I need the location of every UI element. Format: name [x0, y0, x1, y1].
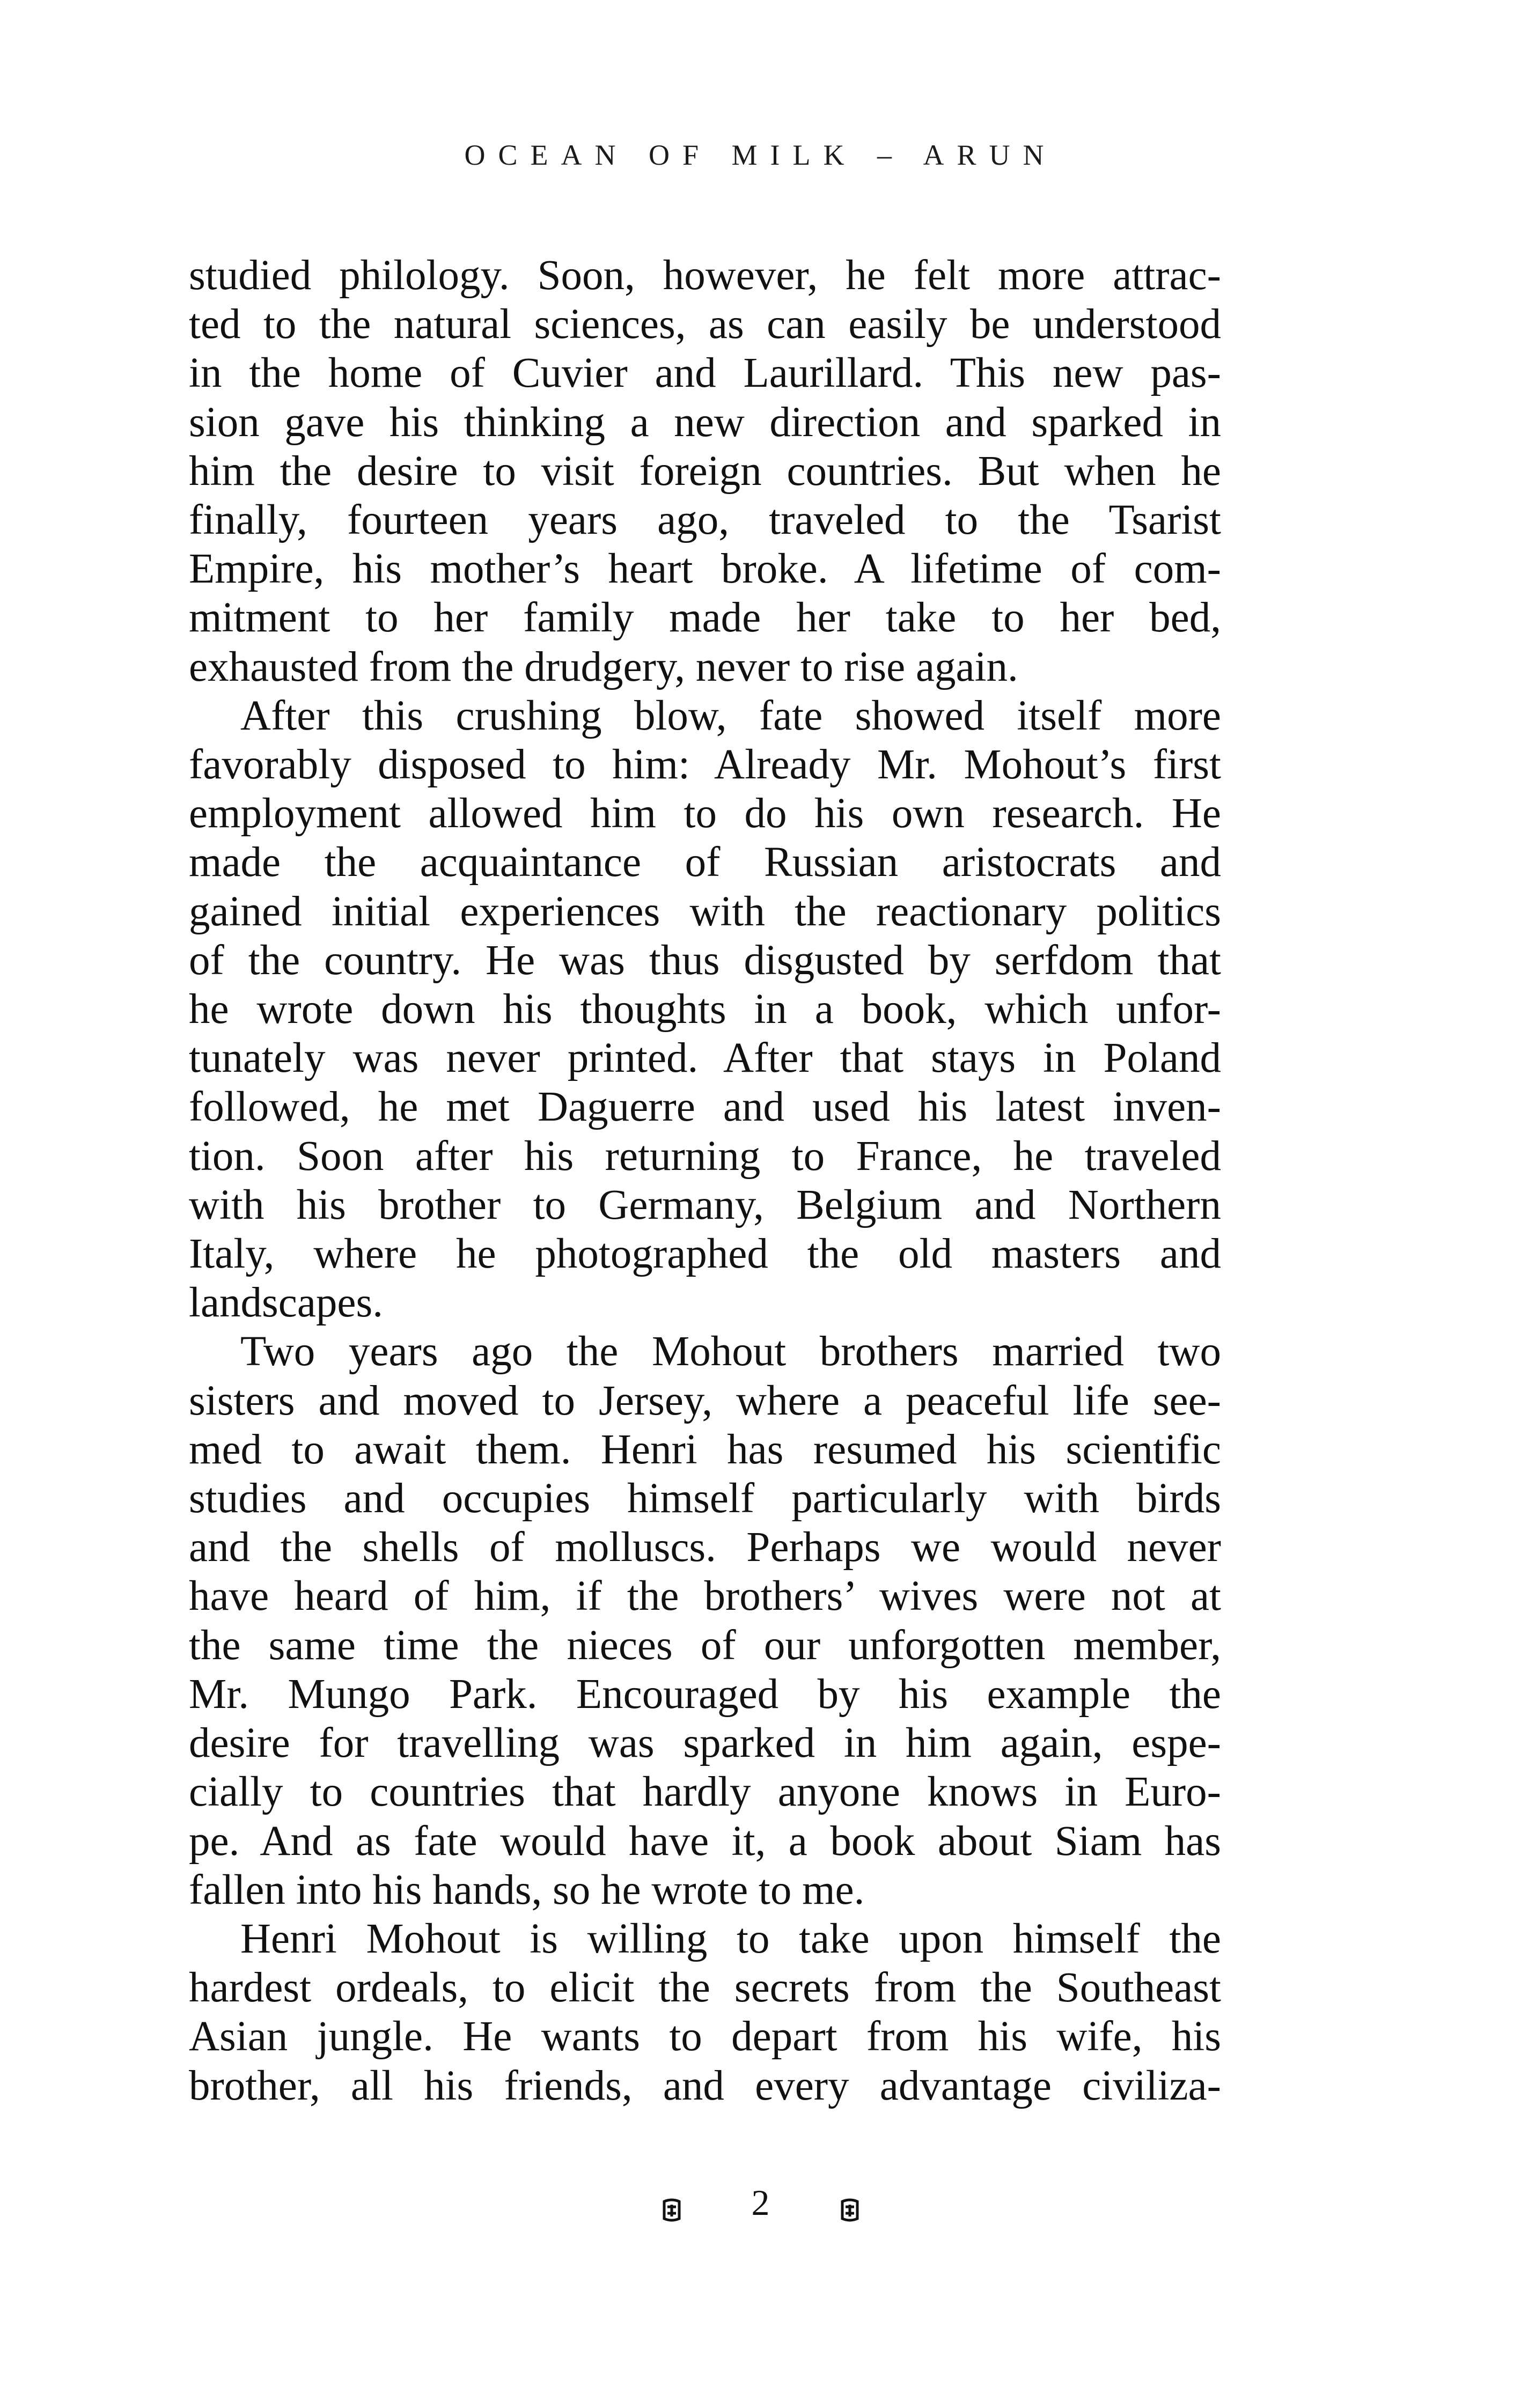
text-line: fallen into his hands, so he wrote to me.	[189, 1866, 865, 1913]
text-line: hardest ordeals, to elicit the secrets from the Southeast	[189, 1964, 1221, 2012]
text-line: studied philology. Soon, however, he felt more attrac-	[189, 252, 1221, 299]
folio	[0, 2178, 1521, 2224]
text-line: employment allowed him to do his own research. He	[189, 790, 1221, 837]
text-line: sion gave his thinking a new direction and sparked in	[189, 399, 1221, 446]
text-line: finally, fourteen years ago, traveled to the Tsarist	[189, 497, 1221, 544]
text-line: exhausted from the drudgery, never to rise again.	[189, 643, 1018, 690]
text-line: ted to the natural sciences, as can easily be understood	[189, 301, 1221, 348]
text-line: and the shells of molluscs. Perhaps we would never	[189, 1524, 1221, 1571]
text-line: of the country. He was thus disgusted by serfdom that	[189, 937, 1221, 984]
text-line: Henri Mohout is willing to take upon himself the	[240, 1915, 1221, 1962]
text-line: he wrote down his thoughts in a book, which unfor-	[189, 986, 1221, 1033]
text-line: him the desire to visit foreign countries. But when he	[189, 447, 1221, 495]
page-number: 2	[751, 2182, 770, 2223]
text-line: mitment to her family made her take to her bed,	[189, 594, 1221, 642]
text-line: After this crushing blow, fate showed itself more	[240, 692, 1221, 739]
text-line: in the home of Cuvier and Laurillard. This new pas-	[189, 350, 1221, 397]
paragraph-2	[189, 691, 1221, 1328]
text-line: have heard of him, if the brothers’ wives were not at	[189, 1573, 1221, 1620]
text-line: followed, he met Daguerre and used his latest inven-	[189, 1084, 1221, 1131]
text-line: favorably disposed to him: Already Mr. Mohout’s first	[189, 741, 1221, 789]
text-line: with his brother to Germany, Belgium and Northern	[189, 1181, 1221, 1228]
running-head: OCEAN OF MILK – ARUN	[464, 139, 1057, 171]
text-line: Italy, where he photographed the old masters and	[189, 1231, 1221, 1278]
text-line: cially to countries that hardly anyone knows in Euro-	[189, 1769, 1221, 1816]
text-line: Two years ago the Mohout brothers married two	[240, 1328, 1221, 1375]
text-line: the same time the nieces of our unforgotten member,	[189, 1622, 1221, 1669]
paragraph-3	[189, 1327, 1221, 1914]
text-line: sisters and moved to Jersey, where a peaceful life see-	[189, 1377, 1221, 1424]
ornament-right-icon	[839, 2190, 861, 2215]
paragraph-4	[189, 1914, 1221, 2110]
text-line: Mr. Mungo Park. Encouraged by his example the	[189, 1670, 1221, 1718]
text-line: tion. Soon after his returning to France, he traveled	[189, 1132, 1221, 1180]
text-line: landscapes.	[189, 1279, 383, 1327]
text-line: Asian jungle. He wants to depart from his wife, his	[189, 2013, 1221, 2060]
ornament-left-icon	[661, 2190, 682, 2215]
text-line: tunately was never printed. After that stays in Poland	[189, 1035, 1221, 1082]
text-line: studies and occupies himself particularly with birds	[189, 1475, 1221, 1522]
text-line: med to await them. Henri has resumed his scientific	[189, 1426, 1221, 1473]
text-line: pe. And as fate would have it, a book about Siam has	[189, 1817, 1221, 1865]
text-line: Empire, his mother’s heart broke. A lifetime of com-	[189, 546, 1221, 593]
text-line: gained initial experiences with the reactionary politics	[189, 888, 1221, 935]
text-line: desire for travelling was sparked in him again, espe-	[189, 1720, 1221, 1767]
body-text	[189, 251, 1221, 2110]
text-line: made the acquaintance of Russian aristocrats and	[189, 839, 1221, 886]
paragraph-1	[189, 251, 1221, 691]
text-line: brother, all his friends, and every advantage civiliza-	[189, 2062, 1221, 2109]
